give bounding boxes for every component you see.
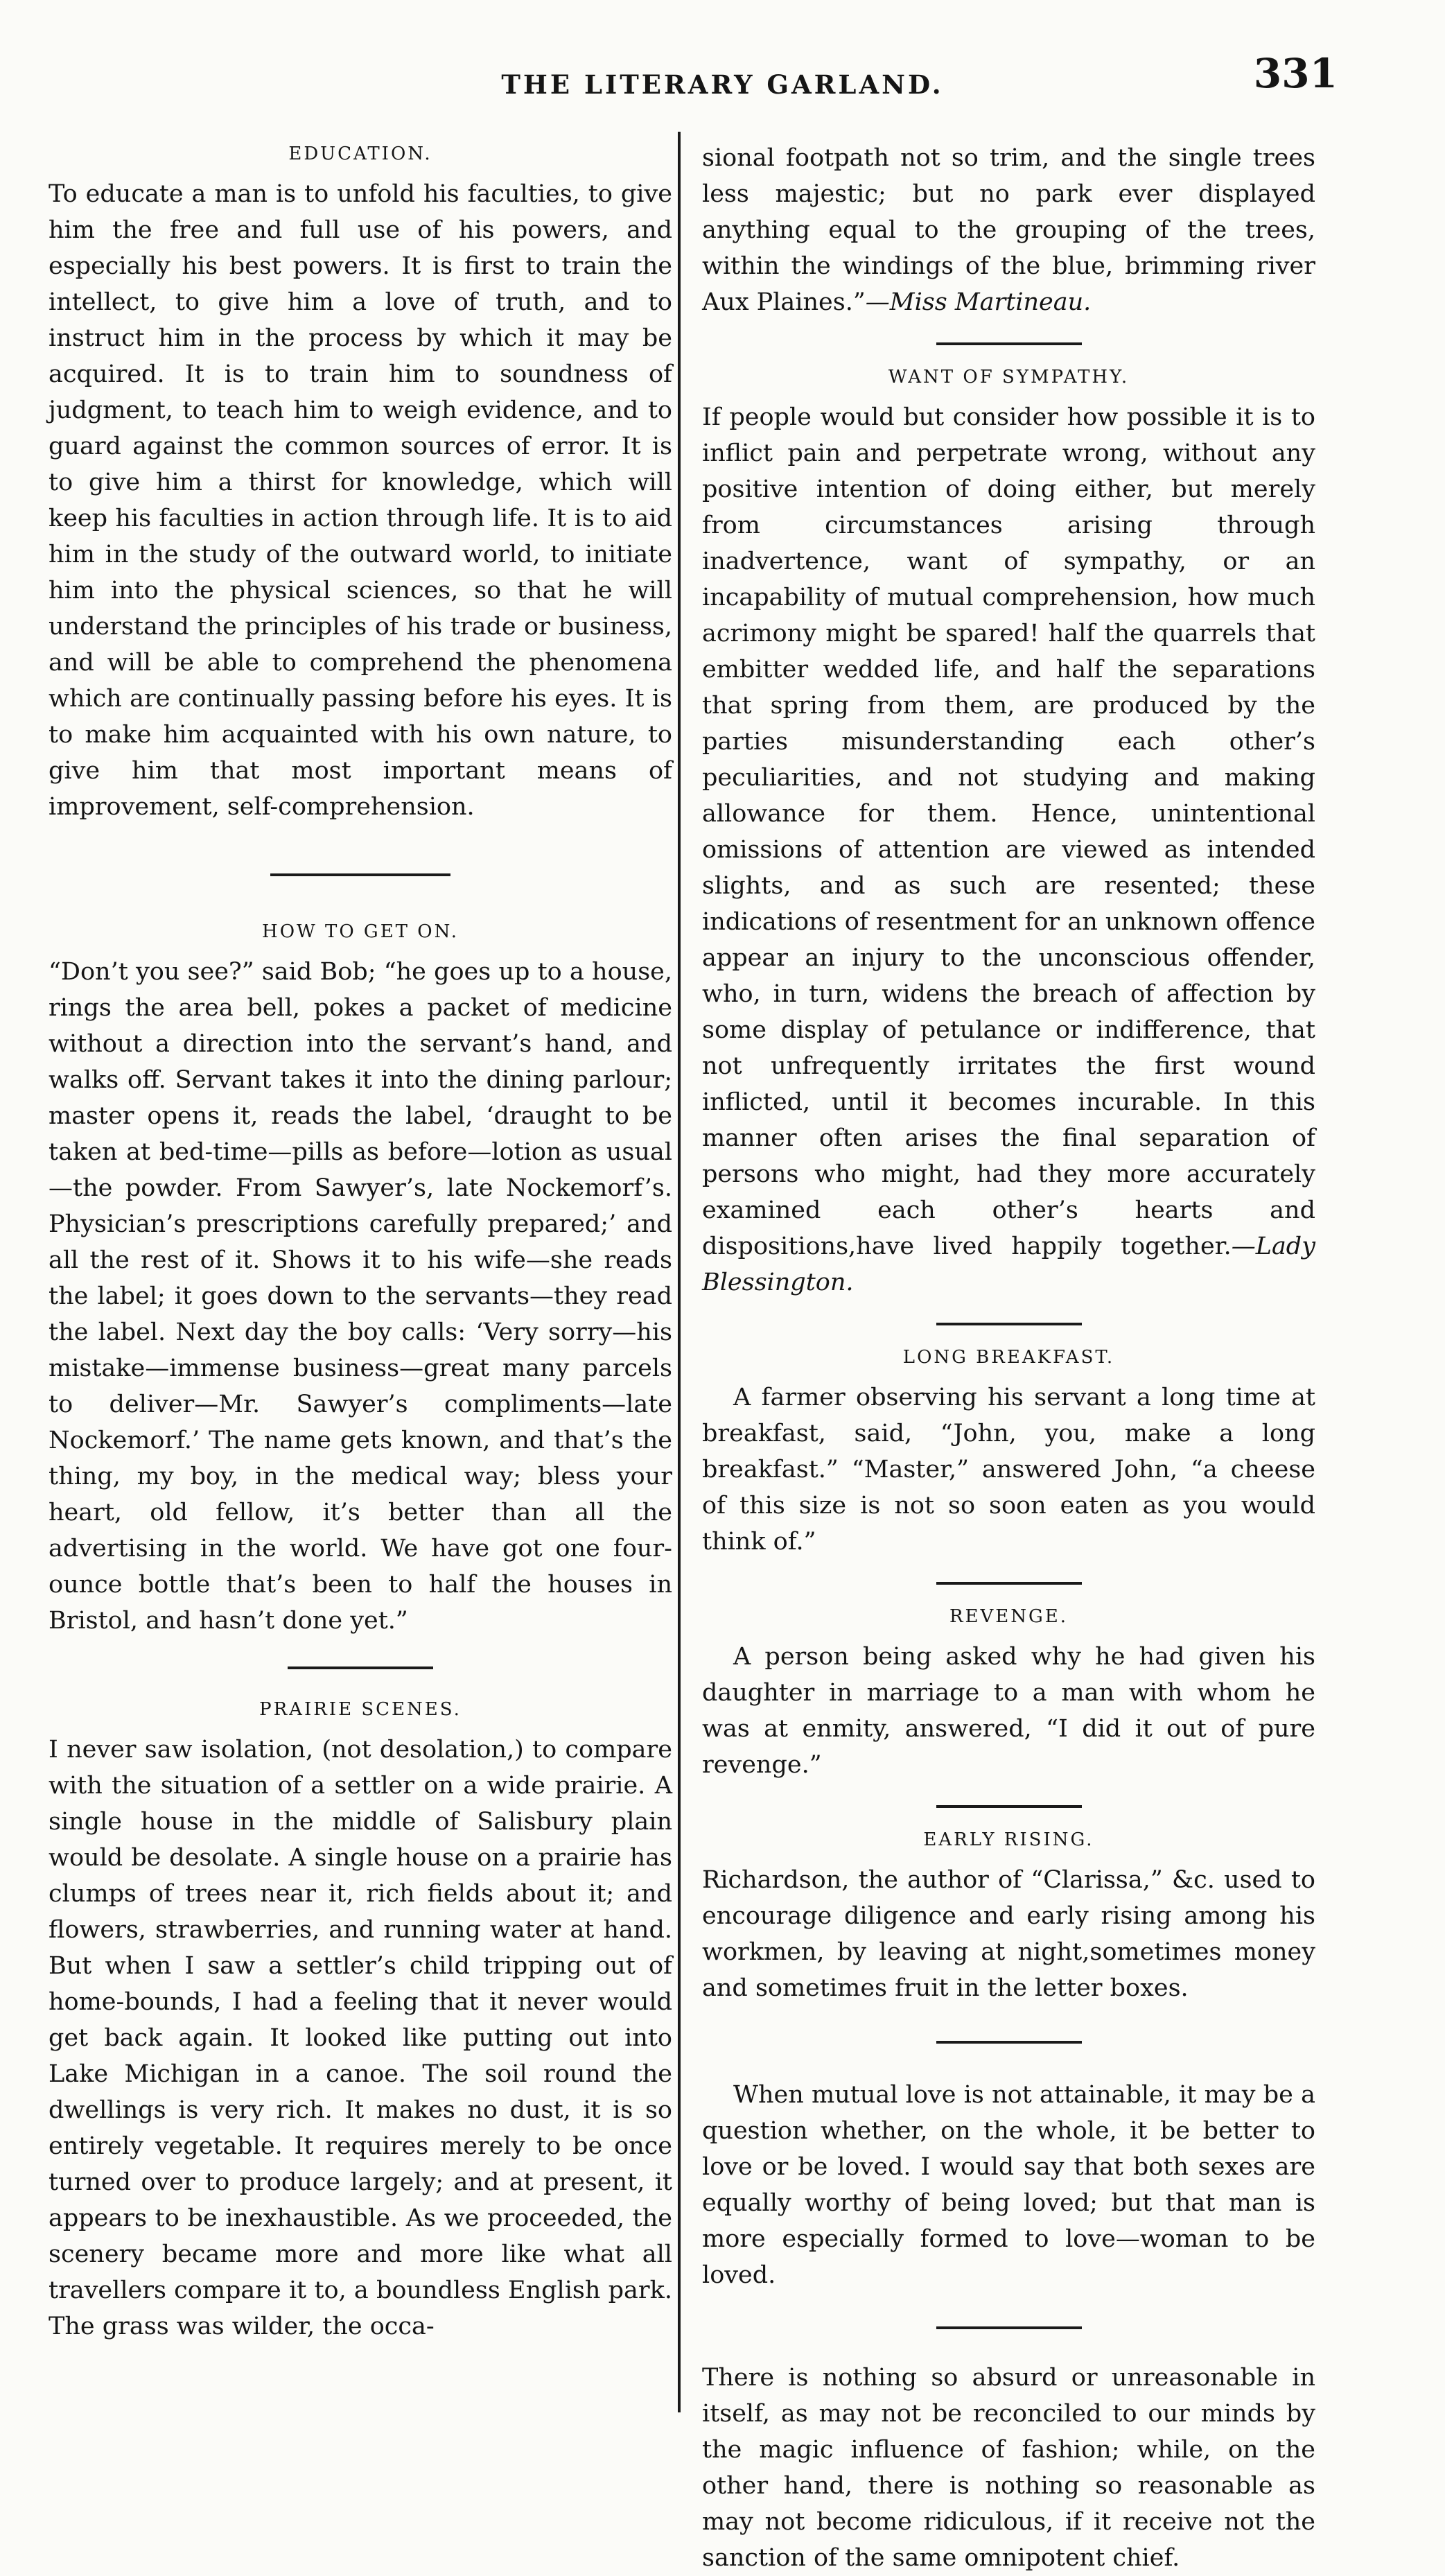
- section-divider: [936, 2326, 1082, 2329]
- early-rising-text: Richardson, the author of “Clarissa,” &c. used to encourage diligence and early rising among his workmen, by leaving at night,sometimes money and sometimes fruit in the letter boxes.: [702, 1866, 1315, 2002]
- section-divider: [936, 1805, 1082, 1808]
- breakfast-text: A farmer observing his servant a long time at breakfast, said, “John, you, make a long breakfast.” “Master,” answered John, “a cheese of this size is not so soon eaten as you would think of.”: [702, 1384, 1315, 1556]
- section-divider: [936, 1323, 1082, 1325]
- section-divider: [936, 1582, 1082, 1585]
- fashion-text: There is nothing so absurd or unreasonable in itself, as may not be reconciled to our minds by the magic influence of fashion; while, on the other hand, there is nothing so reasonable as may not become ridiculous, if it receive not the sanction of the same omnipotent chief.: [702, 2364, 1315, 2572]
- prairie-attribution: —Miss Martineau.: [865, 288, 1092, 316]
- sympathy-attribution: —Lady Blessington.: [702, 1233, 1315, 1296]
- section-title-prairie-scenes: PRAIRIE SCENES.: [259, 1699, 462, 1720]
- section-title-early-rising: EARLY RISING.: [923, 1829, 1094, 1850]
- right-column: [702, 140, 1315, 2576]
- column-divider: [678, 132, 681, 2412]
- love-text: When mutual love is not attainable, it may be a question whether, on the whole, it be better to love or be loved. I would say that both sexes are equally worthy of being loved; but that man is more especially formed to love—woman to be loved.: [702, 2081, 1315, 2289]
- left-column: [49, 140, 672, 2344]
- section-title-how-to-get-on: HOW TO GET ON.: [262, 921, 459, 942]
- section-divider: [270, 873, 450, 876]
- section-title-long-breakfast: LONG BREAKFAST.: [902, 1347, 1115, 1368]
- page-number: 331: [1253, 50, 1338, 97]
- section-title-education: EDUCATION.: [288, 143, 432, 164]
- section-divider: [288, 1666, 433, 1669]
- section-title-revenge: REVENGE.: [949, 1606, 1069, 1627]
- prairie-text: I never saw isolation, (not desolation,) to compare with the situation of a settler on a wide prairie. A single house in the middle of Salisbury plain would be desolate. A single house on a prairie has clumps of trees near it, rich fields about it; and flowers, strawberries, and running water at hand. But when I saw a settler’s child tripping out of home-bounds, I had a feeling that it never would get back again. It looked like putting out into Lake Michigan in a canoe. The soil round the dwellings is very rich. It makes no dust, it is so entirely vegetable. It requires merely to be once turned over to produce largely; and at present, it appears to be inexhaustible. As we proceeded, the scenery became more and more like what all travellers compare it to, a boundless English park. The grass was wilder, the occa-: [49, 1736, 672, 2340]
- how-to-get-on-text: “Don’t you see?” said Bob; “he goes up to a house, rings the area bell, pokes a packet of medicine without a direction into the servant’s hand, and walks off. Servant takes it into the dining parlour; master opens it, reads the label, ‘draught to be taken at bed-time—pills as before—lotion as usual—the powder. From Sawyer’s, late Nockemorf’s. Physician’s prescriptions carefully prepared;’ and all the rest of it. Shows it to his wife—she reads the label; it goes down to the servants—they read the label. Next day the boy calls: ‘Very sorry—his mistake—immense business—great many parcels to deliver—Mr. Sawyer’s compliments—late Nockemorf.’ The name gets known, and that’s the thing, my boy, in the medical way; bless your heart, old fellow, it’s better than all the advertising in the world. We have got one four-ounce bottle that’s been to half the houses in Bristol, and hasn’t done yet.”: [49, 958, 672, 1635]
- section-title-want-of-sympathy: WANT OF SYMPATHY.: [888, 367, 1130, 388]
- prairie-continued-body: sional footpath not so trim, and the single trees less majestic; but no park ever displayed anything equal to the grouping of the trees, within the windings of the blue, brimming river Aux Plaines.”: [702, 144, 1315, 316]
- revenge-text: A person being asked why he had given his daughter in marriage to a man with whom he was at enmity, answered, “I did it out of pure revenge.”: [702, 1643, 1315, 1779]
- sympathy-text: [702, 399, 1315, 1300]
- prairie-text-continued: [702, 140, 1315, 320]
- sympathy-body: If people would but consider how possible it is to inflict pain and perpetrate wrong, without any positive intention of doing either, but merely from circumstances arising through inadvertence, want of sympathy, or an incapability of mutual comprehension, how much acrimony might be spared! half the quarrels that embitter wedded life, and half the separations that spring from them, are produced by the parties misunderstanding each other’s peculiarities, and not studying and making allowance for them. Hence, unintentional omissions of attention are viewed as intended slights, and as such are resented; these indications of resentment for an unknown offence appear an injury to the unconscious offender, who, in turn, widens the breach of affection by some display of petulance or indifference, that not unfrequently irritates the first wound inflicted, until it becomes incurable. In this manner often arises the final separation of persons who might, had they more accurately examined each other’s hearts and dispositions,have lived happily together.: [702, 403, 1315, 1260]
- education-text: To educate a man is to unfold his faculties, to give him the free and full use of his powers, and especially his best powers. It is first to train the intellect, to give him a love of truth, and to instruct him in the process by which it may be acquired. It is to train him to soundness of judgment, to teach him to weigh evidence, and to guard against the common sources of error. It is to give him a thirst for knowledge, which will keep his faculties in action through life. It is to aid him in the study of the outward world, to initiate him into the physical sciences, so that he will understand the principles of his trade or business, and will be able to comprehend the phenomena which are continually passing before his eyes. It is to make him acquainted with his own nature, to give him that most important means of improvement, self-comprehension.: [49, 180, 672, 821]
- running-title: THE LITERARY GARLAND.: [501, 69, 944, 100]
- section-divider: [936, 2041, 1082, 2044]
- section-divider: [936, 342, 1082, 345]
